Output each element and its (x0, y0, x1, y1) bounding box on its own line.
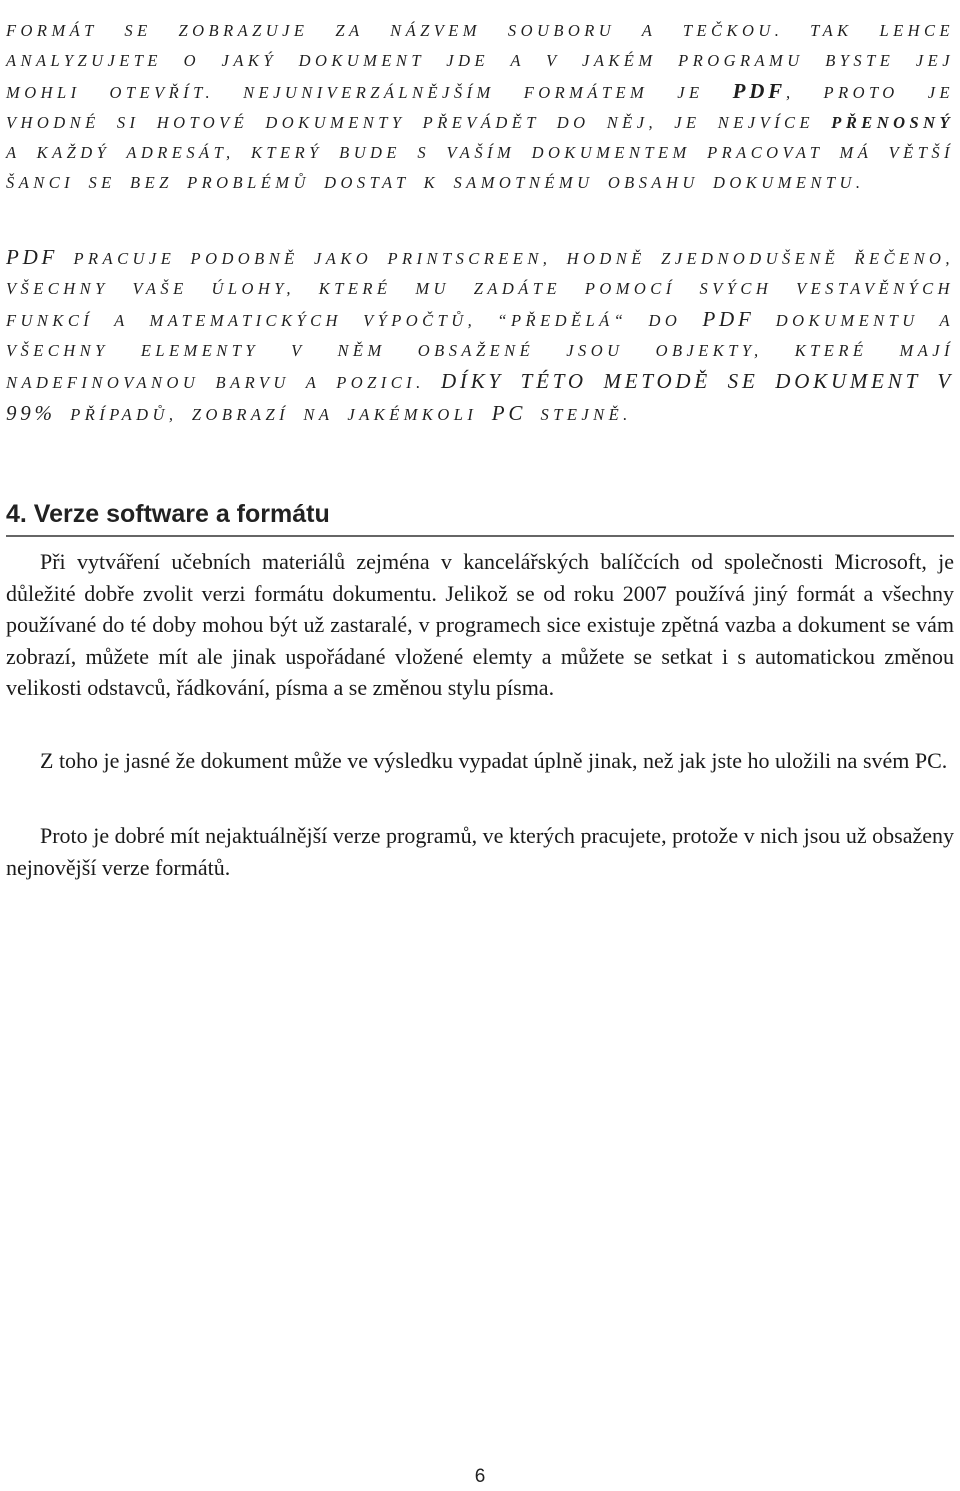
body-paragraph: Z toho je jasné že dokument může ve výsledku vypadat úplně jinak, než jak jste ho uložili na svém PC. (40, 748, 948, 773)
text-run: DOKUMENTU A VŠECHNY ELEMENTY V NĚM OBSAŽENÉ JSOU OBJEKTY, KTERÉ MAJÍ NADEFINOVANOU BARVU A POZICI. (6, 310, 954, 392)
pc-term: PC (491, 400, 527, 425)
pdf-term: PDF (732, 78, 786, 103)
text-run: PRACUJE PODOBNĚ JAKO PRINTSCREEN, HODNĚ ZJEDNODUŠENĚ ŘEČENO, VŠECHNY VAŠE ÚLOHY, KTERÉ MU ZADÁTE POMOCÍ SVÝCH VESTAVĚNÝCH FUNKCÍ A MATEMATICKÝCH VÝPOČTŮ, “PŘEDĚLÁ“ DO (6, 248, 954, 330)
text-run: , PROTO JE VHODNÉ SI HOTOVÉ DOKUMENTY PŘEVÁDĚT DO NĚJ, JE NEJVÍCE (6, 82, 955, 132)
body-paragraph: Při vytváření učebních materiálů zejména v kancelářských balíčcích od společnosti Microsoft, je důležité dobře zvolit verzi formátu dokumentu. Jelikož se od roku 2007 používá jiný formát a všechny používané do té doby mohou být už zastaralé, v programech sice existuje zpětná vazba a dokument se vám zobrazí, můžete mít ale jinak uspořádané vložené elemty a můžete se setkat i s automatickou změnou velikosti odstavců, řádkování, písma a se změnou stylu písma. (6, 549, 954, 700)
page-number: 6 (474, 1466, 486, 1487)
body-paragraph: Proto je dobré mít nejaktuálnější verze programů, ve kterých pracujete, protože v nich jsou už obsaženy nejnovější verze formátů. (6, 823, 954, 880)
text-run: FORMÁT SE ZOBRAZUJE ZA NÁZVEM SOUBORU A TEČKOU. TAK LEHCE ANALYZUJETE O JAKÝ DOKUMENT JDE A V JAKÉM PROGRAMU BYSTE JEJ MOHLI OTEVŘÍT. NEJUNIVERZÁLNĚJŠÍM FORMÁTEM JE (6, 20, 954, 102)
intro-paragraph-pdf (6, 242, 954, 430)
section-heading: 4. Verze software a formátu (6, 495, 954, 537)
text-run: STEJNĚ. (540, 404, 632, 424)
pdf-term: PDF (6, 244, 59, 269)
text-run: PŘÍPADŮ, ZOBRAZÍ NA JAKÉMKOLI (70, 404, 478, 424)
text-run-large: DÍKY TÉTO METODĚ SE DOKUMENT V (440, 368, 954, 393)
text-run: A KAŽDÝ ADRESÁT, KTERÝ BUDE S VAŠÍM DOKUMENTEM PRACOVAT MÁ VĚTŠÍ ŠANCI SE BEZ PROBLÉMŮ DOSTAT K SAMOTNÉMU OBSAHU DOKUMENTU. (6, 142, 954, 192)
pdf-term: PDF (702, 306, 755, 331)
intro-paragraph-formats (6, 16, 954, 198)
percent-value: 99% (6, 400, 56, 425)
portable-term: PŘENOSNÝ (831, 112, 955, 132)
